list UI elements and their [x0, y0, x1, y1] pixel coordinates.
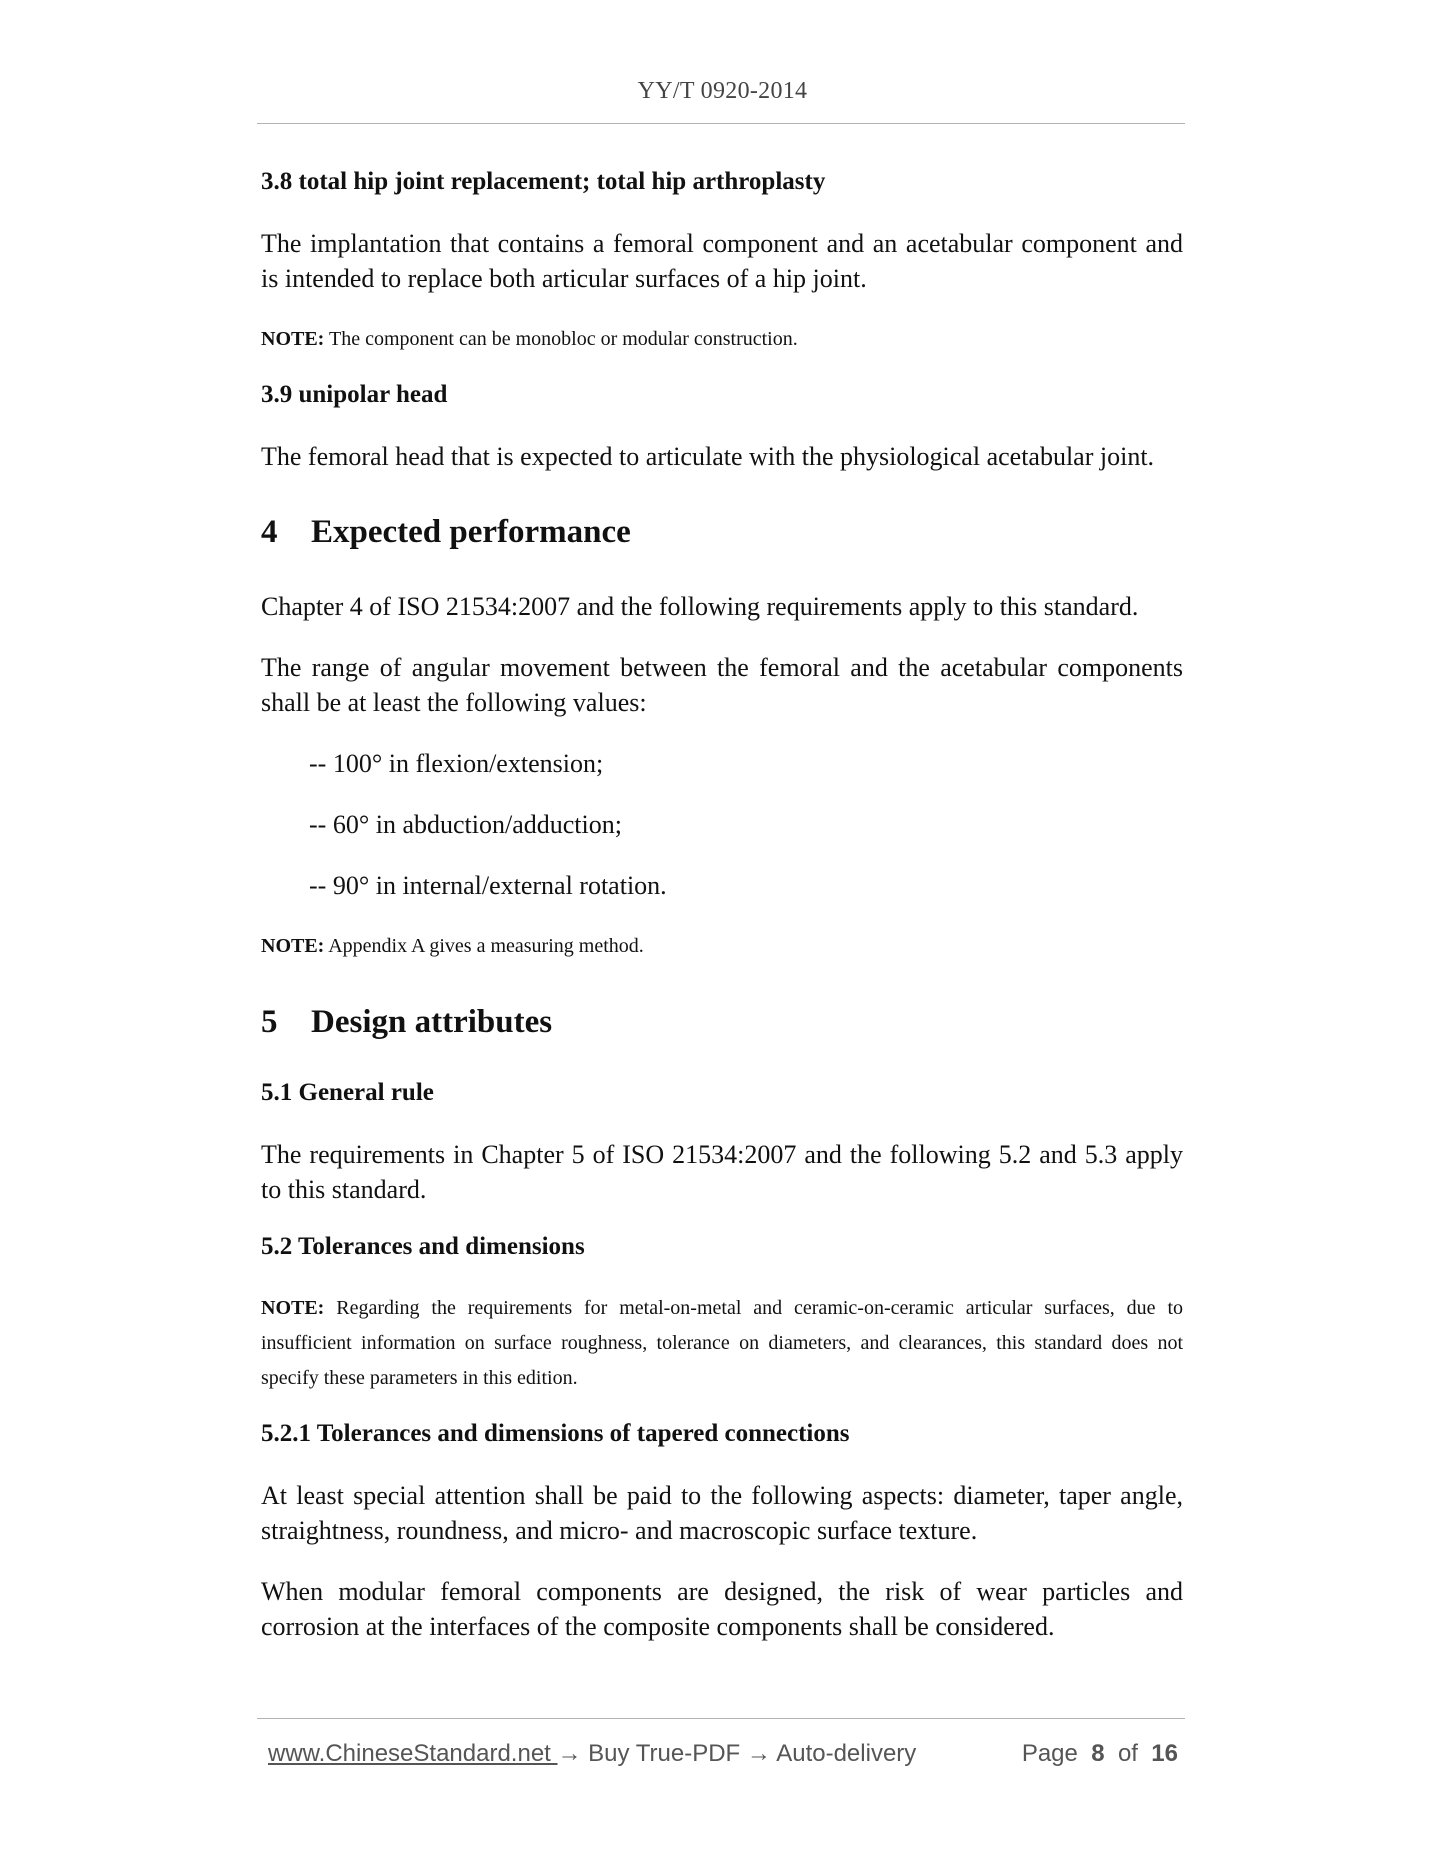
clause-5-1-text: The requirements in Chapter 5 of ISO 21534:2007 and the following 5.2 and 5.3 apply to this standard. — [261, 1140, 1183, 1204]
note-text: The component can be monobloc or modular construction. — [324, 328, 798, 350]
clause-3-8-title: 3.8 total hip joint replacement; total hip arthroplasty — [261, 168, 826, 195]
buy-text: → Buy True-PDF → Auto-delivery — [557, 1740, 917, 1767]
site-link[interactable]: www.ChineseStandard.net — [268, 1740, 558, 1767]
clause-5-2-1-text-2: When modular femoral components are designed, the risk of wear particles and corrosion at the interfaces of the composite components shall be considered. — [261, 1577, 1183, 1641]
list-item: -- 60° in abduction/adduction; — [309, 810, 622, 839]
chapter-title: Design attributes — [311, 1004, 553, 1040]
footer-divider — [257, 1718, 1185, 1719]
clause-5-2-1-title: 5.2.1 Tolerances and dimensions of tapered connections — [261, 1420, 850, 1447]
page-header: YY/T 0920-2014 — [637, 78, 808, 104]
clause-5-1-title: 5.1 General rule — [261, 1079, 434, 1106]
page-footer — [268, 1740, 1178, 1770]
clause-5-2-note — [261, 1291, 1183, 1396]
of-label: of — [1117, 1740, 1138, 1767]
chapter-number: 4 — [261, 514, 278, 550]
page-body — [261, 168, 1183, 1670]
chapter-4-range: The range of angular movement between the femoral and the acetabular components shall be at least the following values: — [261, 653, 1183, 717]
list-item: -- 100° in flexion/extension; — [309, 749, 604, 778]
chapter-title: Expected performance — [311, 514, 631, 550]
chapter-5-heading — [261, 1004, 1183, 1041]
header-divider — [257, 123, 1185, 124]
note-label: NOTE: — [261, 1297, 325, 1319]
clause-5-2-title: 5.2 Tolerances and dimensions — [261, 1233, 585, 1260]
clause-3-8-text: The implantation that contains a femoral component and an acetabular component and is intended to replace both articular surfaces of a hip joint. — [261, 229, 1183, 293]
clause-5-2-1-text-1: At least special attention shall be paid to the following aspects: diameter, taper angle, straightness, roundness, and micro- and macroscopic surface texture. — [261, 1481, 1183, 1545]
chapter-number: 5 — [261, 1004, 278, 1040]
note-text: Regarding the requirements for metal-on-metal and ceramic-on-ceramic articular surfaces, due to insufficient information on surface roughness, tolerance on diameters, and clearances, this standard does not specify these parameters in this edition. — [261, 1297, 1183, 1389]
note-label: NOTE: — [261, 328, 325, 350]
chapter-4-heading — [261, 514, 1183, 551]
page-label: Page — [1021, 1740, 1078, 1767]
clause-3-8-note — [261, 322, 1183, 357]
page-counter — [1022, 1740, 1178, 1768]
note-text: Appendix A gives a measuring method. — [324, 935, 644, 957]
clause-3-9-title: 3.9 unipolar head — [261, 381, 448, 408]
footer-promo — [268, 1740, 916, 1768]
page-total: 16 — [1151, 1740, 1178, 1767]
note-label: NOTE: — [261, 935, 325, 957]
chapter-4-note — [261, 929, 1183, 964]
clause-3-9-text: The femoral head that is expected to articulate with the physiological acetabular joint. — [261, 442, 1155, 471]
list-item: -- 90° in internal/external rotation. — [309, 871, 667, 900]
chapter-4-intro: Chapter 4 of ISO 21534:2007 and the following requirements apply to this standard. — [261, 592, 1139, 621]
page-number: 8 — [1091, 1740, 1105, 1767]
